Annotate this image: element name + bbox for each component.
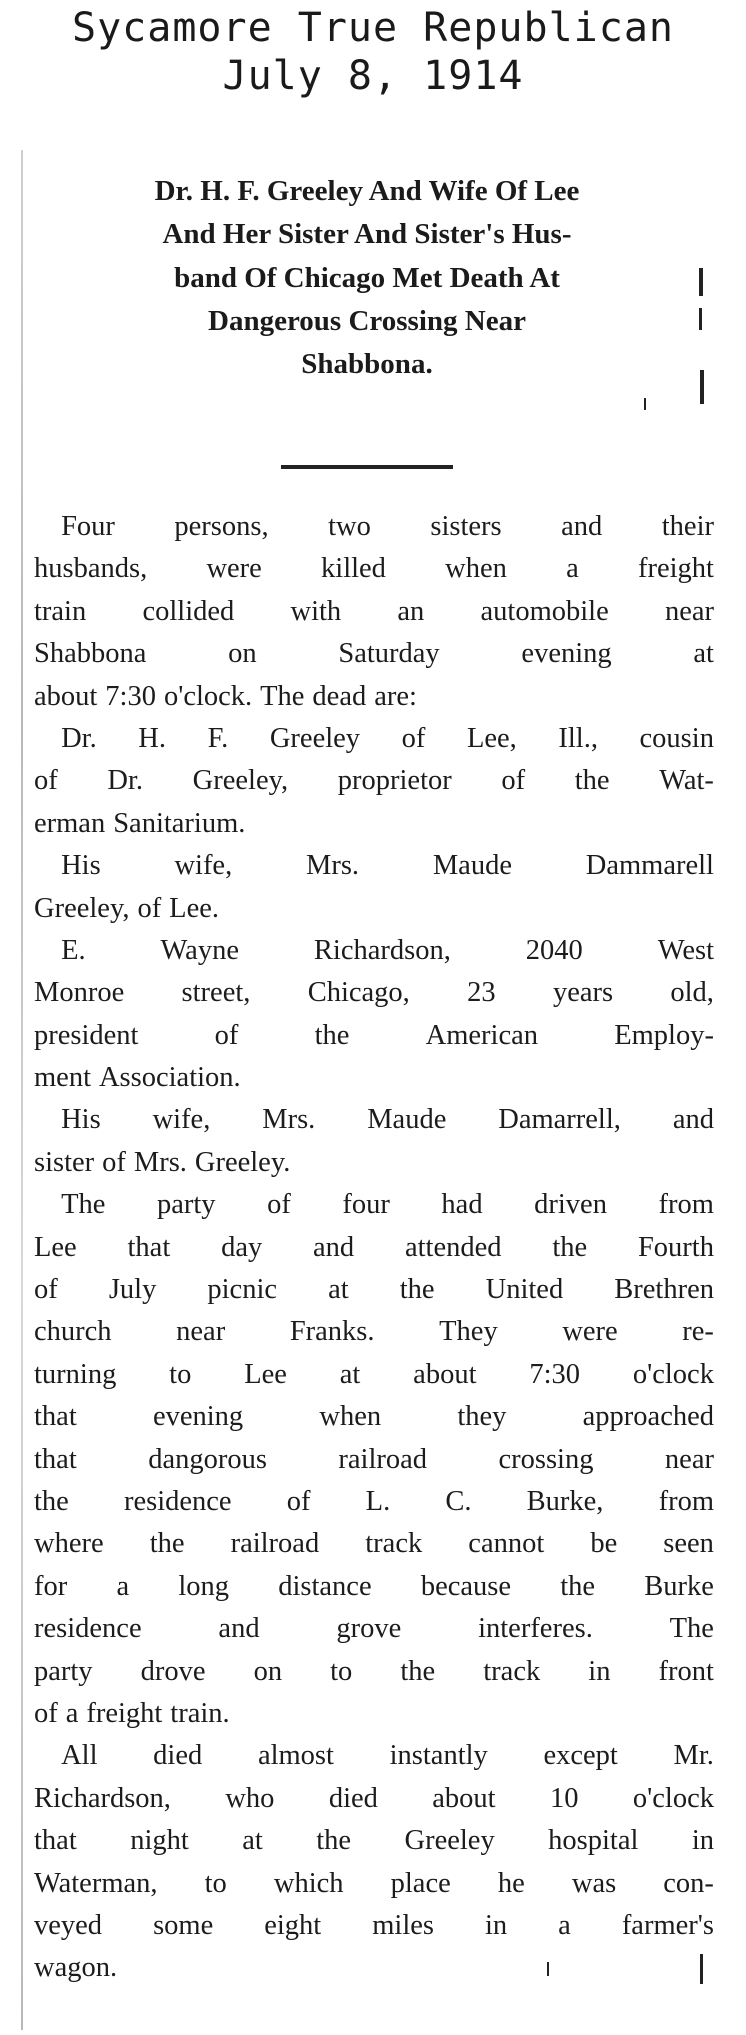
- article-word: His: [61, 850, 101, 882]
- article-word: was: [571, 1867, 617, 1899]
- article-line: [34, 1269, 714, 1311]
- article-word: cannot: [468, 1528, 545, 1560]
- article-word: at: [242, 1825, 263, 1857]
- article-word: Employ-: [614, 1019, 714, 1051]
- article-word: the: [34, 1485, 69, 1517]
- masthead-date: July 8, 1914: [222, 53, 524, 99]
- article-word: almost: [257, 1740, 334, 1772]
- article-word: Richardson,: [313, 934, 451, 966]
- article-word: long: [178, 1570, 229, 1602]
- article-word: railroad: [230, 1528, 320, 1560]
- article-word: H.: [138, 722, 166, 754]
- article-word: L.: [365, 1485, 391, 1517]
- article-word: the: [574, 765, 610, 797]
- article-word: evening: [152, 1401, 244, 1433]
- article-word: Dr.: [107, 765, 144, 797]
- article-word: Saturday: [338, 638, 440, 670]
- article-word: West: [657, 934, 714, 966]
- scan-speck: [547, 1962, 549, 1976]
- headline-line: Shabbona.: [301, 348, 433, 381]
- article-word: of: [401, 722, 426, 754]
- article-word: the: [316, 1825, 352, 1857]
- article-word: grove: [336, 1613, 402, 1645]
- article-word: with: [290, 595, 342, 627]
- article-line: [34, 845, 714, 887]
- article-word: dangorous: [148, 1443, 267, 1475]
- article-word: were: [206, 553, 262, 585]
- article-word: Mrs.: [262, 1104, 316, 1136]
- article-word: collided: [142, 595, 235, 627]
- article-word: Mr.: [673, 1740, 714, 1772]
- article-word: had: [441, 1189, 483, 1221]
- article-word: were: [562, 1316, 618, 1348]
- article-word: party: [156, 1189, 216, 1221]
- article-word: turning: [34, 1358, 117, 1390]
- article-word: that: [34, 1443, 77, 1475]
- article-word: interferes.: [478, 1613, 593, 1645]
- article-word: Maude: [367, 1104, 447, 1136]
- article-word: driven: [534, 1189, 607, 1221]
- article-word: day: [221, 1231, 263, 1263]
- article-word: Greeley: [404, 1825, 495, 1857]
- article-word: farmer's: [621, 1909, 714, 1941]
- article-word: Lee: [34, 1231, 77, 1263]
- article-line: [34, 803, 714, 845]
- article-word: Fourth: [637, 1231, 714, 1263]
- article-word: the: [400, 1655, 436, 1687]
- article-word: church: [34, 1316, 112, 1348]
- article-word: in: [691, 1825, 714, 1857]
- article-word: Ill.,: [558, 722, 598, 754]
- article-word: where: [34, 1528, 104, 1560]
- article-word: who: [225, 1782, 275, 1814]
- article-word: two: [328, 511, 371, 542]
- article-word: and: [313, 1231, 355, 1263]
- article-word: ment: [34, 1062, 91, 1094]
- article-word: drove: [140, 1655, 206, 1687]
- article-word: a: [566, 553, 579, 585]
- article-line: [34, 1184, 714, 1226]
- article-word: about: [413, 1358, 477, 1390]
- article-word: he: [497, 1867, 525, 1899]
- article-word: that: [34, 1825, 77, 1857]
- article-word: con-: [663, 1867, 714, 1899]
- article-word: and: [218, 1613, 260, 1645]
- article-word: at: [693, 638, 714, 670]
- article-word: Waterman,: [34, 1867, 158, 1899]
- article-word: they: [457, 1401, 507, 1433]
- article-word: Lee,: [466, 722, 517, 754]
- article-line: [34, 1566, 714, 1608]
- article-word: railroad: [338, 1443, 428, 1475]
- article-word: the: [560, 1570, 596, 1602]
- article-word: picnic: [207, 1274, 278, 1306]
- article-word: four: [342, 1189, 390, 1221]
- article-word: residence: [34, 1613, 142, 1645]
- headline-line: Dr. H. F. Greeley And Wife Of Lee: [154, 175, 580, 207]
- article-word: dead: [312, 680, 367, 712]
- article-word: of: [102, 1146, 126, 1178]
- article-word: freight: [86, 1697, 163, 1729]
- article-line: [34, 888, 714, 930]
- article-line: [34, 972, 714, 1014]
- article-line: [34, 633, 714, 675]
- article-word: distance: [278, 1570, 372, 1602]
- article-word: and: [672, 1104, 714, 1136]
- headline-line: band Of Chicago Met Death At: [174, 261, 560, 294]
- article-word: Burke: [644, 1570, 714, 1602]
- article-word: front: [658, 1655, 714, 1687]
- scan-speck: [700, 370, 704, 404]
- article-word: of: [267, 1189, 291, 1221]
- article-word: their: [661, 511, 714, 542]
- article-word: that: [127, 1231, 171, 1263]
- article-word: The: [61, 1189, 106, 1221]
- article-word: automobile: [480, 595, 609, 627]
- article-word: are:: [374, 680, 417, 712]
- article-word: Shabbona: [34, 638, 147, 670]
- article-word: attended: [404, 1231, 502, 1263]
- article-word: of: [34, 765, 58, 797]
- article-word: persons,: [174, 511, 269, 542]
- article-word: and: [561, 511, 603, 542]
- article-line: [34, 1608, 714, 1650]
- headline-line: And Her Sister And Sister's Hus-: [162, 218, 572, 251]
- article-word: Greeley: [269, 722, 361, 754]
- article-line: [34, 1523, 714, 1565]
- article-word: when: [445, 553, 507, 585]
- article-word: The: [669, 1613, 714, 1645]
- scan-speck: [699, 268, 703, 296]
- article-word: to: [169, 1358, 192, 1390]
- article-word: a: [65, 1697, 79, 1729]
- headline-divider-rule: [281, 465, 453, 469]
- article-word: track: [483, 1655, 541, 1687]
- article-word: a: [116, 1570, 130, 1602]
- article-word: Association.: [98, 1062, 241, 1094]
- article-word: place: [390, 1867, 451, 1899]
- article-line: [34, 1820, 714, 1862]
- masthead: [0, 4, 746, 100]
- article-word: Monroe: [34, 977, 125, 1009]
- article-word: veyed: [34, 1909, 103, 1941]
- article-word: instantly: [389, 1740, 488, 1772]
- article-word: died: [153, 1740, 203, 1772]
- article-word: which: [273, 1867, 344, 1899]
- article-line: [34, 718, 714, 760]
- article-word: that: [34, 1401, 77, 1433]
- article-word: Wayne: [160, 934, 239, 966]
- article-line: [34, 506, 714, 548]
- article-headline: [22, 170, 712, 386]
- column-edge-line: [21, 150, 23, 2030]
- article-word: C.: [445, 1485, 472, 1517]
- article-word: near: [664, 595, 714, 627]
- article-line: [34, 1735, 714, 1777]
- article-word: 2040: [525, 934, 583, 966]
- scan-speck: [699, 308, 702, 330]
- article-word: the: [399, 1274, 435, 1306]
- article-word: the: [149, 1528, 185, 1560]
- article-word: F.: [207, 722, 229, 754]
- article-word: killed: [321, 553, 386, 585]
- article-word: Mrs.: [133, 1146, 187, 1178]
- article-word: crossing: [498, 1443, 594, 1475]
- article-word: to: [204, 1867, 227, 1899]
- article-word: They: [439, 1316, 498, 1348]
- article-word: at: [328, 1274, 349, 1306]
- article-word: of: [214, 1019, 239, 1051]
- article-word: sister: [34, 1146, 95, 1178]
- article-word: eight: [264, 1909, 322, 1941]
- article-word: of: [34, 1274, 58, 1306]
- article-word: on: [253, 1655, 283, 1687]
- article-word: American: [425, 1019, 539, 1051]
- article-line: [34, 1481, 714, 1523]
- article-line: [34, 1142, 714, 1184]
- article-line: [34, 1396, 714, 1438]
- masthead-paper-name: Sycamore True Republican: [72, 5, 674, 51]
- article-word: Greeley,: [192, 765, 289, 797]
- article-word: o'clock: [632, 1358, 714, 1390]
- article-word: years: [552, 977, 614, 1009]
- article-word: 23: [467, 977, 496, 1009]
- article-word: near: [664, 1443, 714, 1475]
- article-line: [34, 1651, 714, 1693]
- article-line: [34, 1227, 714, 1269]
- article-line: [34, 1693, 714, 1735]
- article-word: Sanitarium.: [113, 807, 246, 839]
- article-word: some: [153, 1909, 214, 1941]
- article-word: wife,: [174, 850, 233, 882]
- article-word: died: [328, 1782, 378, 1814]
- article-line: [34, 1354, 714, 1396]
- article-word: residence: [123, 1485, 232, 1517]
- article-word: Wat-: [659, 765, 714, 797]
- article-line: [34, 1057, 714, 1099]
- article-word: Chicago,: [307, 977, 410, 1009]
- article-word: except: [543, 1740, 618, 1772]
- article-word: Lee.: [169, 892, 219, 924]
- article-word: proprietor: [337, 765, 452, 797]
- article-word: when: [319, 1401, 382, 1433]
- article-word: of: [34, 1697, 58, 1729]
- article-word: in: [484, 1909, 508, 1941]
- headline-line: Dangerous Crossing Near: [208, 304, 526, 337]
- article-word: Brethren: [614, 1274, 714, 1306]
- article-word: of: [501, 765, 526, 797]
- article-word: Greeley.: [194, 1146, 291, 1178]
- article-line: [34, 1015, 714, 1057]
- article-word: E.: [61, 934, 86, 966]
- article-word: Dammarell: [585, 850, 714, 882]
- article-word: freight: [637, 553, 714, 585]
- article-word: an: [397, 595, 425, 627]
- article-word: Four: [61, 511, 115, 542]
- article-word: wife,: [152, 1104, 211, 1136]
- article-word: from: [658, 1189, 714, 1221]
- article-word: All: [61, 1740, 98, 1772]
- article-word: near: [176, 1316, 226, 1348]
- article-line: [34, 1439, 714, 1481]
- article-word: to: [330, 1655, 353, 1687]
- article-word: track: [365, 1528, 423, 1560]
- article-word: 7:30: [529, 1358, 581, 1390]
- article-word: 7:30: [105, 680, 156, 712]
- article-word: cousin: [639, 722, 714, 754]
- article-word: wagon.: [34, 1952, 118, 1984]
- article-word: night: [130, 1825, 189, 1857]
- article-word: train.: [170, 1697, 230, 1729]
- article-word: for: [34, 1570, 68, 1602]
- article-word: Burke,: [526, 1485, 604, 1517]
- article-word: because: [420, 1570, 512, 1602]
- article-word: Franks.: [289, 1316, 375, 1348]
- article-line: [34, 1311, 714, 1353]
- article-line: [34, 930, 714, 972]
- article-word: Mrs.: [305, 850, 360, 882]
- article-word: The: [260, 680, 305, 712]
- article-word: hospital: [548, 1825, 639, 1857]
- article-word: train: [34, 595, 87, 627]
- article-line: [34, 1905, 714, 1947]
- article-line: [34, 676, 714, 718]
- article-word: Lee: [244, 1358, 287, 1390]
- article-word: a: [558, 1909, 571, 1941]
- article-word: the: [552, 1231, 588, 1263]
- scan-speck: [700, 1954, 703, 1984]
- article-word: from: [658, 1485, 714, 1517]
- article-word: sisters: [430, 511, 502, 542]
- article-word: o'clock.: [163, 680, 253, 712]
- article-word: Damarrell,: [498, 1104, 621, 1136]
- article-word: husbands,: [34, 553, 148, 585]
- article-word: Richardson,: [34, 1782, 171, 1814]
- article-word: the: [314, 1019, 350, 1051]
- article-line: [34, 1947, 714, 1989]
- article-word: miles: [372, 1909, 434, 1941]
- article-word: United: [485, 1274, 564, 1306]
- article-word: 10: [550, 1782, 579, 1814]
- article-line: [34, 1099, 714, 1141]
- article-line: [34, 591, 714, 633]
- article-word: in: [588, 1655, 611, 1687]
- article-word: Dr.: [61, 722, 97, 754]
- article-word: president: [34, 1019, 139, 1051]
- article-body: [34, 506, 714, 1990]
- article-word: party: [34, 1655, 93, 1687]
- article-word: on: [228, 638, 257, 670]
- article-word: re-: [682, 1316, 714, 1348]
- article-word: Maude: [432, 850, 512, 882]
- scan-speck: [644, 398, 646, 410]
- article-word: at: [339, 1358, 361, 1390]
- article-word: His: [61, 1104, 101, 1136]
- article-word: seen: [663, 1528, 714, 1560]
- article-word: o'clock: [632, 1782, 714, 1814]
- article-word: about: [432, 1782, 496, 1814]
- article-word: street,: [181, 977, 251, 1009]
- article-word: erman: [34, 807, 106, 839]
- article-line: [34, 1863, 714, 1905]
- article-word: of: [286, 1485, 311, 1517]
- article-line: [34, 760, 714, 802]
- article-line: [34, 548, 714, 590]
- article-word: July: [108, 1274, 157, 1306]
- article-line: [34, 1778, 714, 1820]
- article-word: of: [137, 892, 162, 924]
- article-word: old,: [670, 977, 714, 1009]
- article-word: Greeley,: [34, 892, 130, 924]
- article-word: evening: [521, 638, 612, 670]
- article-word: be: [590, 1528, 618, 1560]
- article-word: about: [34, 680, 98, 712]
- article-word: approached: [582, 1401, 714, 1433]
